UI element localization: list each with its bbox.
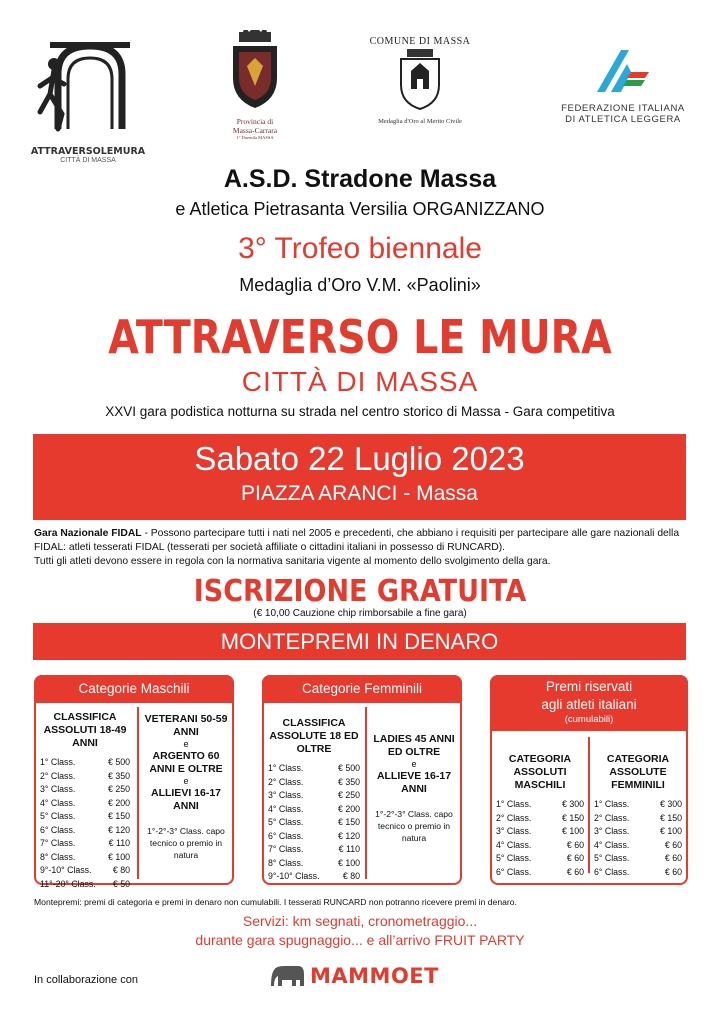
prize-position: 4° Class. (268, 803, 304, 814)
organizer-name: A.S.D. Stradone Massa (223, 165, 497, 193)
date-banner (33, 434, 686, 520)
prize-row (268, 762, 360, 776)
prize-position: 6° Class. (594, 866, 630, 877)
prize-position: 8° Class. (268, 857, 304, 868)
prize-position: 6° Class. (40, 824, 76, 835)
prize-row (594, 798, 682, 812)
prize-position: 1° Class. (496, 799, 532, 809)
event-subtitle: CITTÀ DI MASSA (241, 366, 479, 397)
prize-amount: € 200 (337, 803, 360, 814)
femminili-assolute-col (268, 707, 360, 884)
prize-position: 3° Class. (594, 826, 630, 836)
prize-amount: € 80 (112, 865, 130, 875)
panel-maschili (34, 675, 234, 889)
prize-row (40, 851, 130, 865)
prize-position: 5° Class. (40, 811, 76, 821)
femminili-prize-list (268, 762, 360, 884)
prize-amount: € 250 (107, 784, 130, 794)
panel-femminili-header: Categorie Femminili (262, 675, 462, 703)
panel-italiani (490, 675, 688, 885)
event-date: Sabato 22 Luglio 2023 (194, 440, 525, 477)
prize-row (40, 756, 130, 770)
rules-body: - Possono partecipare tutti i nati nel 2005 e precedenti, che abbiano i requisiti per partecipare alle gare nazionali della FIDAL: atleti tesserati FIDAL (tesserati per società affiliate o cittadini italiani in possesso di RUNCARD). (34, 528, 680, 553)
servizi-line2: durante gara spugnaggio... e all’arrivo FRUIT PARTY (195, 932, 525, 948)
prize-amount: € 60 (664, 866, 682, 877)
prize-amount: € 60 (566, 839, 584, 850)
prize-position: 3° Class. (496, 826, 532, 836)
prize-position: 2° Class. (496, 812, 532, 823)
femminili-note: 1°-2°-3° Class. capo tecnico o premio in natura (375, 809, 453, 843)
prize-amount: € 200 (107, 797, 130, 808)
prize-amount: € 80 (342, 871, 360, 881)
italiani-maschili-prize-list (496, 798, 584, 879)
prize-amount: € 150 (337, 817, 360, 827)
co-organizer: e Atletica Pietrasanta Versilia ORGANIZZANO (175, 199, 545, 219)
prize-row (496, 825, 584, 839)
prize-row (496, 839, 584, 853)
divider (588, 737, 590, 873)
ladies-title: LADIES 45 ANNI ED OLTRE (373, 733, 455, 758)
prize-amount: € 150 (107, 811, 130, 821)
italiani-femminili-col (594, 737, 682, 879)
italiani-maschili-title: CATEGORIA ASSOLUTI MASCHILI (508, 753, 572, 791)
veterani-title: VETERANI 50-59 ANNI (144, 713, 228, 738)
collaboration-label: In collaborazione con (34, 974, 138, 986)
prize-position: 5° Class. (268, 817, 304, 827)
panel-maschili-header: Categorie Maschili (34, 675, 234, 703)
provincia-line3: 1° Duemila MASSA (236, 135, 274, 140)
prize-amount: € 150 (561, 812, 584, 823)
panel-italiani-header (490, 675, 688, 731)
prize-amount: € 60 (664, 839, 682, 850)
provincia-line1: Provincia di (236, 117, 274, 126)
provincia-crest-icon (225, 30, 285, 112)
prize-position: 7° Class. (40, 838, 76, 848)
event-place: PIAZZA ARANCI - Massa (241, 482, 478, 505)
prize-amount: € 300 (561, 799, 584, 809)
fidal-line1: FEDERAZIONE ITALIANA (561, 103, 685, 114)
comune-caption: Medaglia d'Oro al Merito Civile (378, 118, 462, 125)
prize-amount: € 300 (659, 799, 682, 809)
italiani-header-line1: Premi riservati (545, 679, 633, 694)
prize-position: 8° Class. (40, 851, 76, 862)
maschili-assoluti-col (40, 707, 130, 891)
registration-note: (€ 10,00 Cauzione chip rimborsabile a fine gara) (253, 608, 467, 619)
attraverso-logo-title: ATTRAVERSOLEMURA (30, 146, 146, 157)
prize-amount: € 60 (664, 853, 682, 863)
prize-amount: € 100 (659, 826, 682, 836)
prize-amount: € 350 (107, 770, 130, 781)
prize-position: 1° Class. (268, 763, 304, 773)
prize-row (40, 810, 130, 824)
allieve-title: ALLIEVE 16-17 ANNI (376, 770, 452, 795)
prize-row (40, 837, 130, 851)
prize-position: 9°-10° Class. (40, 865, 92, 875)
prize-row (268, 789, 360, 803)
prize-amount: € 350 (337, 776, 360, 787)
prize-position: 3° Class. (40, 784, 76, 794)
prize-row (594, 825, 682, 839)
divider (137, 707, 139, 879)
prize-amount: € 50 (112, 878, 130, 889)
prize-row (40, 770, 130, 784)
prize-row (268, 816, 360, 830)
prize-position: 6° Class. (268, 830, 304, 841)
divider (365, 707, 367, 879)
prize-row (40, 797, 130, 811)
prize-row (40, 824, 130, 838)
comune-logo (360, 36, 480, 136)
italiani-femminili-title: CATEGORIA ASSOLUTE FEMMINILI (606, 753, 670, 791)
elephant-icon (270, 964, 306, 990)
italiani-femminili-prize-list (594, 798, 682, 879)
montepremi-note: Montepremi: premi di categoria e premi in denaro non cumulabili. I tesserati RUNCARD non potranno ricevere premi in denaro. (34, 897, 517, 907)
prize-row (268, 870, 360, 884)
italiani-maschili-col (496, 737, 584, 879)
panel-femminili (262, 675, 462, 885)
registration-title: ISCRIZIONE GRATUITA (193, 574, 527, 609)
prize-row (40, 783, 130, 797)
runner-arch-icon (28, 34, 148, 139)
provincia-logo (210, 30, 300, 150)
prize-amount: € 110 (108, 838, 130, 848)
prize-row (268, 830, 360, 844)
prize-row (594, 812, 682, 826)
fidal-logo (548, 46, 698, 126)
prize-row (268, 843, 360, 857)
prize-row (268, 776, 360, 790)
prize-amount: € 500 (337, 763, 360, 773)
prize-row (268, 803, 360, 817)
prize-amount: € 500 (107, 757, 130, 767)
prize-row (40, 864, 130, 878)
prize-amount: € 100 (107, 851, 130, 862)
prize-position: 2° Class. (268, 776, 304, 787)
medaglia-subtitle: Medaglia d’Oro V.M. «Paolini» (239, 275, 481, 295)
prize-amount: € 120 (107, 824, 130, 835)
prize-amount: € 60 (566, 853, 584, 863)
prize-position: 4° Class. (496, 839, 532, 850)
prize-amount: € 250 (337, 790, 360, 800)
and-text: e (411, 759, 417, 769)
provincia-line2: Massa-Carrara (232, 126, 278, 135)
and-text: e (183, 776, 189, 786)
femminili-other-col (370, 707, 458, 844)
event-description: XXVI gara podistica notturna su strada nel centro storico di Massa - Gara competitiva (105, 404, 615, 419)
prize-row (496, 812, 584, 826)
trofeo-title: 3° Trofeo biennale (238, 232, 482, 265)
prize-row (496, 852, 584, 866)
prize-position: 6° Class. (496, 866, 532, 877)
sponsor-name: MAMMOET (310, 964, 439, 988)
and-text: e (183, 739, 189, 749)
prize-position: 5° Class. (594, 853, 630, 863)
prize-position: 4° Class. (594, 839, 630, 850)
montepremi-banner: MONTEPREMI IN DENARO (33, 623, 686, 660)
prize-row (496, 798, 584, 812)
event-title: ATTRAVERSO LE MURA (108, 310, 612, 364)
attraverso-logo (28, 34, 148, 164)
rules-body-2: Tutti gli atleti devono essere in regola con la normativa sanitaria vigente al momento dello svolgimento della gara. (34, 556, 551, 567)
prize-row (594, 866, 682, 880)
prize-position: 7° Class. (268, 844, 304, 854)
rules-bold: Gara Nazionale FIDAL (34, 528, 142, 539)
allievi-title: ALLIEVI 16-17 ANNI (150, 787, 222, 812)
fidal-emblem-icon (591, 46, 655, 96)
mammoet-logo (270, 962, 460, 992)
comune-crest-icon (395, 49, 445, 111)
prize-amount: € 110 (338, 844, 360, 854)
prize-amount: € 120 (337, 830, 360, 841)
femminili-assolute-title: CLASSIFICA ASSOLUTE 18 ED OLTRE (269, 717, 359, 755)
prize-position: 4° Class. (40, 797, 76, 808)
prize-amount: € 150 (659, 812, 682, 823)
maschili-other-col (142, 707, 230, 861)
maschili-assoluti-title: CLASSIFICA ASSOLUTI 18-49 ANNI (43, 711, 127, 749)
prize-position: 11°-20° Class. (40, 878, 96, 889)
prize-amount: € 100 (337, 857, 360, 868)
prize-amount: € 100 (561, 826, 584, 836)
prize-row (40, 878, 130, 892)
prize-row (594, 852, 682, 866)
prize-position: 1° Class. (594, 799, 630, 809)
attraverso-logo-subtitle: CITTÀ DI MASSA (60, 157, 116, 164)
servizi-line1: Servizi: km segnati, cronometraggio... (242, 913, 478, 929)
prize-position: 9°-10° Class. (268, 871, 320, 881)
prize-amount: € 60 (566, 866, 584, 877)
prize-position: 2° Class. (40, 770, 76, 781)
rules-text (34, 527, 694, 569)
italiani-header-line3: (cumulabili) (564, 714, 614, 725)
prize-row (594, 839, 682, 853)
fidal-line2: DI ATLETICA LEGGERA (565, 114, 681, 125)
comune-title: COMUNE DI MASSA (369, 36, 471, 47)
prize-position: 2° Class. (594, 812, 630, 823)
maschili-prize-list (40, 756, 130, 891)
italiani-header-line2: agli atleti italiani (541, 697, 637, 712)
argento-title: ARGENTO 60 ANNI E OLTRE (149, 750, 223, 775)
maschili-note: 1°-2°-3° Class. capo tecnico o premio in natura (147, 826, 225, 860)
prize-position: 1° Class. (40, 757, 76, 767)
prize-row (268, 857, 360, 871)
prize-position: 3° Class. (268, 790, 304, 800)
prize-position: 5° Class. (496, 853, 532, 863)
prize-row (496, 866, 584, 880)
